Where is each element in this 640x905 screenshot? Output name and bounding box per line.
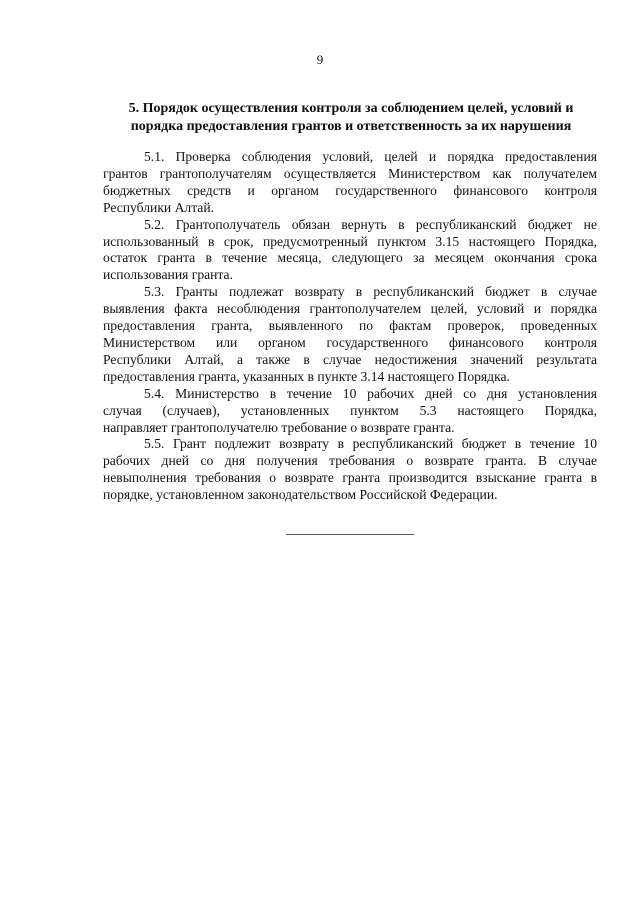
paragraph-5-5 [103, 436, 597, 504]
text-line: бюджетных средств и органом государственного финансового контроля [103, 182, 597, 198]
heading-line: 5. Порядок осуществления контроля за соблюдением целей, условий и [128, 101, 574, 116]
text-line: использованный в срок, предусмотренный пунктом 3.15 настоящего Порядка, [103, 233, 597, 249]
text-line: 5.4. Министерство в течение 10 рабочих дней со дня установления [144, 385, 597, 401]
text-line: порядке, установленном законодательством Российской Федерации. [103, 487, 498, 503]
end-divider [286, 534, 414, 535]
text-line: 5.2. Грантополучатель обязан вернуть в республиканский бюджет не [144, 216, 597, 232]
paragraph-5-2 [103, 217, 597, 285]
page-number: 9 [316, 52, 324, 67]
section-heading [108, 100, 594, 136]
document-body [103, 149, 597, 504]
heading-line: порядка предоставления грантов и ответственность за их нарушения [130, 119, 572, 134]
text-line: случая (случаев), установленных пунктом 5.3 настоящего Порядка, [103, 402, 597, 418]
paragraph-5-3 [103, 284, 597, 385]
text-line: направляет грантополучателю требование о возврате гранта. [103, 419, 455, 435]
text-line: остаток гранта в течение месяца, следующего за месяцем окончания срока [103, 250, 597, 266]
paragraph-5-4 [103, 386, 597, 437]
text-line: выявления факта несоблюдения грантополучателем целей, условий и порядка [103, 301, 597, 317]
text-line: предоставления гранта, выявленного по фактам проверок, проведенных [103, 318, 597, 334]
text-line: Республики Алтай. [103, 199, 215, 215]
text-line: предоставления гранта, указанных в пункте 3.14 настоящего Порядка. [103, 368, 510, 384]
text-line: 5.5. Грант подлежит возврату в республиканский бюджет в течение 10 [144, 436, 597, 452]
text-line: рабочих дней со дня получения требования о возврате гранта. В случае [103, 453, 597, 469]
text-line: грантов грантополучателям осуществляется Министерством как получателем [103, 165, 597, 181]
text-line: использования гранта. [103, 267, 233, 283]
text-line: Министерством или органом государственного финансового контроля [103, 334, 597, 350]
text-line: Республики Алтай, а также в случае недостижения значений результата [103, 351, 597, 367]
text-line: 5.3. Гранты подлежат возврату в республиканский бюджет в случае [144, 284, 597, 300]
text-line: 5.1. Проверка соблюдения условий, целей и порядка предоставления [144, 149, 597, 164]
text-line: невыполнения требования о возврате гранта производится взыскание гранта в [103, 470, 597, 486]
paragraph-5-1 [103, 149, 597, 217]
